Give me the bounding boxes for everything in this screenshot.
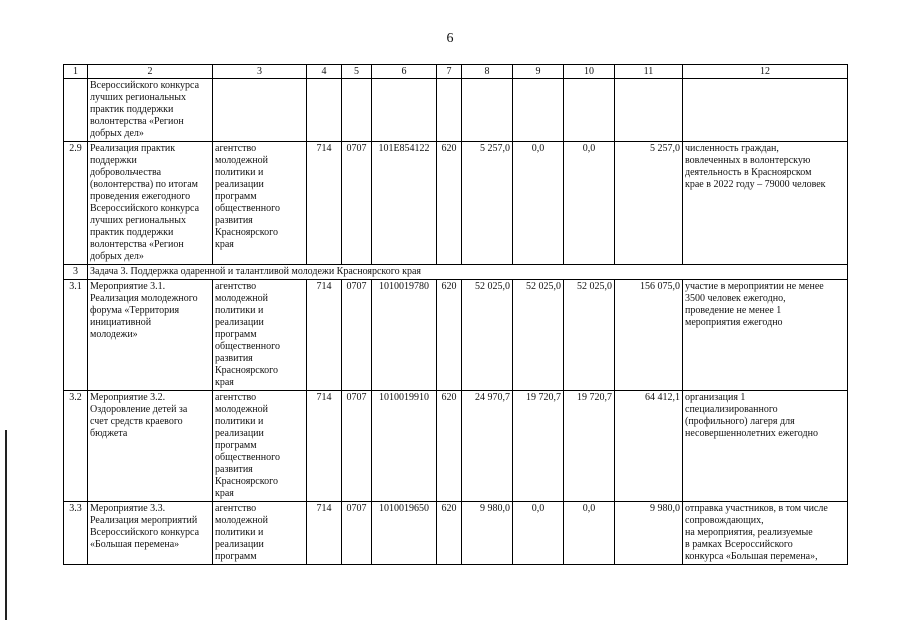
- cell-c4: 714: [307, 142, 342, 265]
- cell-name: Мероприятие 3.1. Реализация молодежного форума «Территория инициативной молодежи»: [88, 280, 213, 391]
- cell-c7: 620: [437, 502, 462, 565]
- continued-row: [64, 79, 848, 142]
- cell-agency: агентство молодежной политики и реализации программ общественного развития Красноярского края: [213, 391, 307, 502]
- cell-num: [64, 79, 88, 142]
- cell-name: Реализация практик поддержки добровольчества (волонтерства) по итогам проведения ежегодного Всероссийского конкурса лучших региональных практик поддержки волонтерства «Регион добрых дел»: [88, 142, 213, 265]
- cell-c11: 5 257,0: [615, 142, 683, 265]
- cell-result: отправка участников, в том числе сопровождающих, на мероприятия, реализуемые в рамках Всероссийского конкурса «Большая перемена»,: [683, 502, 848, 565]
- cell-name: Мероприятие 3.2. Оздоровление детей за счет средств краевого бюджета: [88, 391, 213, 502]
- cell-c10: 52 025,0: [564, 280, 615, 391]
- margin-rule: [5, 430, 7, 620]
- page-number: 6: [446, 31, 454, 46]
- column-header: 9: [513, 65, 564, 79]
- cell-c7: 620: [437, 280, 462, 391]
- cell-c6: 1010019650: [372, 502, 437, 565]
- table-row: [64, 142, 848, 265]
- cell-c8: 24 970,7: [462, 391, 513, 502]
- cell-c11: 156 075,0: [615, 280, 683, 391]
- cell-result: участие в мероприятии не менее 3500 человек ежегодно, проведение не менее 1 мероприятия ежегодно: [683, 280, 848, 391]
- task-row: [64, 265, 848, 280]
- column-header: 7: [437, 65, 462, 79]
- column-header: 6: [372, 65, 437, 79]
- cell-c6: 1010019910: [372, 391, 437, 502]
- cell-c4: 714: [307, 391, 342, 502]
- cell-c9: 19 720,7: [513, 391, 564, 502]
- table-row: [64, 280, 848, 391]
- cell-c11: 64 412,1: [615, 391, 683, 502]
- cell-name: Мероприятие 3.3. Реализация мероприятий Всероссийского конкурса «Большая перемена»: [88, 502, 213, 565]
- table-row: [64, 502, 848, 565]
- cell-c4: 714: [307, 280, 342, 391]
- column-header: 1: [64, 65, 88, 79]
- cell-c6: 1010019780: [372, 280, 437, 391]
- cell-result: численность граждан, вовлеченных в волонтерскую деятельность в Красноярском крае в 2022 году – 79000 человек: [683, 142, 848, 265]
- cell-c9: 0,0: [513, 142, 564, 265]
- cell-c5: 0707: [342, 391, 372, 502]
- cell-c7: 620: [437, 391, 462, 502]
- column-header: 8: [462, 65, 513, 79]
- table-row: [64, 391, 848, 502]
- column-header: 2: [88, 65, 213, 79]
- cell-c10: 0,0: [564, 142, 615, 265]
- column-number-row: [64, 65, 848, 79]
- cell-c8: 52 025,0: [462, 280, 513, 391]
- column-header: 4: [307, 65, 342, 79]
- cell-c5: 0707: [342, 280, 372, 391]
- cell-agency: агентство молодежной политики и реализации программ: [213, 502, 307, 565]
- cell-c6: 101E854122: [372, 142, 437, 265]
- column-header: 12: [683, 65, 848, 79]
- column-header: 5: [342, 65, 372, 79]
- task-title: Задача 3. Поддержка одаренной и талантливой молодежи Красноярского края: [88, 265, 848, 280]
- cell-agency: агентство молодежной политики и реализации программ общественного развития Красноярского края: [213, 142, 307, 265]
- cell-name: Всероссийского конкурса лучших региональных практик поддержки волонтерства «Регион добрых дел»: [88, 79, 213, 142]
- cell-c9: 52 025,0: [513, 280, 564, 391]
- cell-c9: 0,0: [513, 502, 564, 565]
- cell-c5: 0707: [342, 502, 372, 565]
- cell-c7: 620: [437, 142, 462, 265]
- cell-agency: агентство молодежной политики и реализации программ общественного развития Красноярского края: [213, 280, 307, 391]
- cell-c4: 714: [307, 502, 342, 565]
- cell-c5: 0707: [342, 142, 372, 265]
- cell-c10: 19 720,7: [564, 391, 615, 502]
- cell-num: 3.2: [64, 391, 88, 502]
- cell-c10: 0,0: [564, 502, 615, 565]
- column-header: 11: [615, 65, 683, 79]
- cell-c11: 9 980,0: [615, 502, 683, 565]
- cell-num: 3.3: [64, 502, 88, 565]
- cell-result: организация 1 специализированного (профильного) лагеря для несовершеннолетних ежегодно: [683, 391, 848, 502]
- program-table: [63, 64, 848, 565]
- cell-num: 3: [64, 265, 88, 280]
- cell-num: 2.9: [64, 142, 88, 265]
- cell-c8: 5 257,0: [462, 142, 513, 265]
- cell-c8: 9 980,0: [462, 502, 513, 565]
- column-header: 3: [213, 65, 307, 79]
- column-header: 10: [564, 65, 615, 79]
- cell-num: 3.1: [64, 280, 88, 391]
